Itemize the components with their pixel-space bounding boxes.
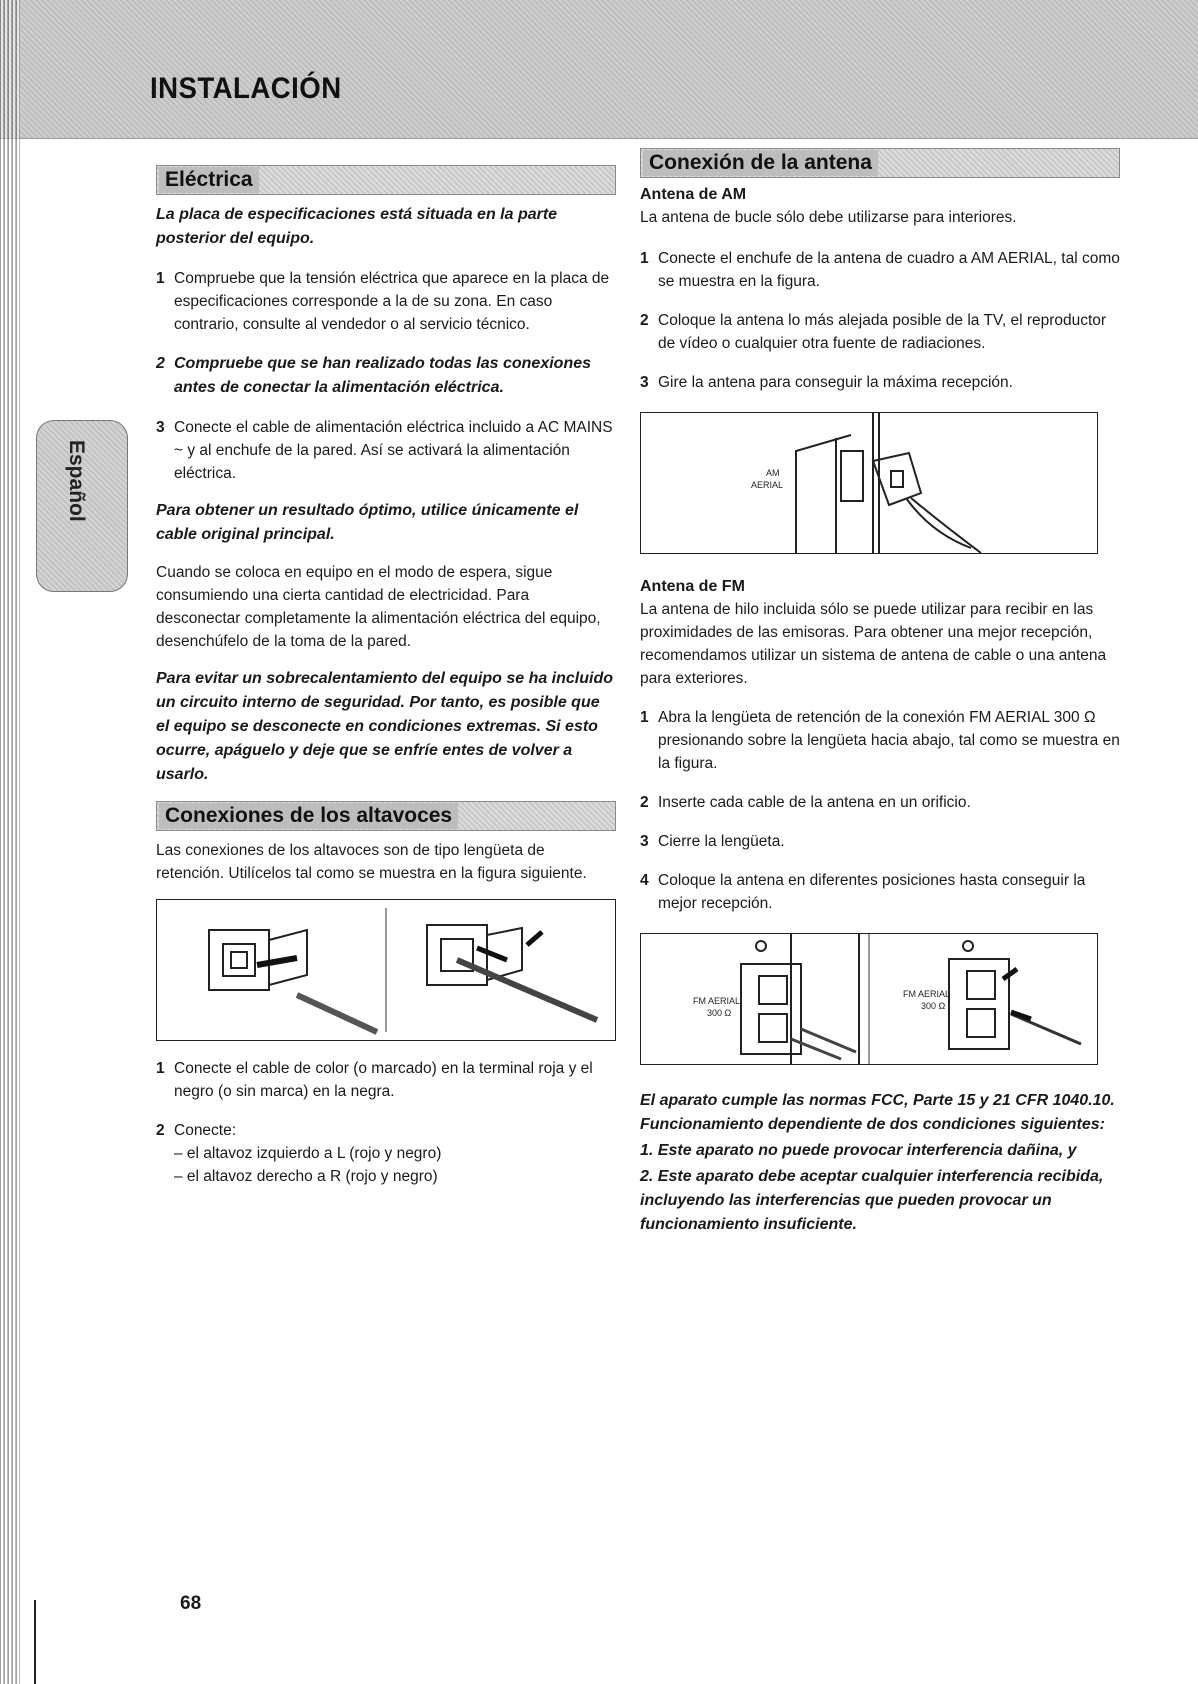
fm-aerial-label: FM AERIAL xyxy=(693,996,741,1006)
list-item xyxy=(640,371,1120,394)
impedance-label: 300 Ω xyxy=(921,1001,946,1011)
section-header-electrica xyxy=(156,165,616,195)
impedance-label: 300 Ω xyxy=(707,1008,732,1018)
section-title: Conexión de la antena xyxy=(643,150,878,176)
step-number: 2 xyxy=(640,794,649,811)
am-antenna-figure xyxy=(640,412,1098,554)
list-item xyxy=(156,352,616,400)
speaker-terminal-illustration xyxy=(157,900,615,1040)
am-intro: La antena de bucle sólo debe utilizarse para interiores. xyxy=(640,209,1017,226)
section-header-altavoces xyxy=(156,801,616,831)
header-band xyxy=(0,0,1198,139)
step-text: Compruebe que la tensión eléctrica que aparece en la placa de especificaciones corresponde a la de su zona. En caso contrario, consulte al vendedor o al servicio técnico. xyxy=(174,270,610,333)
step-text: Coloque la antena lo más alejada posible de la TV, el reproductor de vídeo o cualquier otra fuente de radiaciones. xyxy=(658,312,1107,352)
standby-paragraph: Cuando se coloca en equipo en el modo de espera, sigue consumiendo una cierta cantidad de electricidad. Para desconectar completamente la alimentación eléctrica del equipo, desenchúfelo de la toma de la pared. xyxy=(156,564,601,650)
section-title: Eléctrica xyxy=(159,167,259,193)
scan-edge xyxy=(0,0,20,1684)
sub-item-right: – el altavoz derecho a R (rojo y negro) xyxy=(174,1168,438,1185)
list-item xyxy=(156,416,616,485)
fcc-statement: El aparato cumple las normas FCC, Parte 15 y 21 CFR 1040.10. Funcionamiento dependiente de dos condiciones siguientes: xyxy=(640,1092,1115,1133)
list-item xyxy=(640,869,1120,915)
note-overheat: Para evitar un sobrecalentamiento del equipo se ha incluido un circuito interno de seguridad. Por tanto, es posible que el equipo se desconecte en condiciones extremas. Si esto ocurre, apáguelo y deje que se enfríe entes de volver a usarlo. xyxy=(156,670,614,783)
aerial-label: AERIAL xyxy=(751,480,784,490)
list-item xyxy=(156,1119,616,1142)
fm-aerial-label: FM AERIAL xyxy=(903,989,951,999)
list-item xyxy=(156,1057,616,1103)
step-number: 3 xyxy=(640,374,649,391)
fm-heading: Antena de FM xyxy=(640,578,745,595)
step-text: Conecte: xyxy=(174,1122,237,1139)
electrica-intro: La placa de especificaciones está situada en la parte posterior del equipo. xyxy=(156,206,558,247)
step-number: 3 xyxy=(156,419,165,436)
note-cable: Para obtener un resultado óptimo, utilice únicamente el cable original principal. xyxy=(156,502,579,543)
step-number: 2 xyxy=(156,355,165,372)
step-number: 2 xyxy=(156,1122,165,1139)
step-number: 1 xyxy=(156,270,165,287)
list-item xyxy=(640,791,1120,814)
list-item xyxy=(640,706,1120,775)
page-title: INSTALACIÓN xyxy=(150,72,342,105)
step-text: Inserte cada cable de la antena en un orificio. xyxy=(658,794,971,811)
step-text: Conecte el enchufe de la antena de cuadro a AM AERIAL, tal como se muestra en la figura. xyxy=(658,250,1120,290)
step-text: Conecte el cable de alimentación eléctrica incluido a AC MAINS ~ y al enchufe de la pared. Así se activará la alimentación eléctrica. xyxy=(174,419,613,482)
step-text: Compruebe que se han realizado todas las conexiones antes de conectar la alimentación eléctrica. xyxy=(174,355,592,396)
speaker-terminal-figure xyxy=(156,899,616,1041)
step-number: 1 xyxy=(640,250,649,267)
step-text: Abra la lengüeta de retención de la conexión FM AERIAL 300 Ω presionando sobre la lengüeta hacia abajo, tal como se muestra en la figura. xyxy=(658,709,1120,772)
section-header-antena xyxy=(640,148,1120,178)
step-text: Coloque la antena en diferentes posiciones hasta conseguir la mejor recepción. xyxy=(658,872,1086,912)
margin-line xyxy=(34,1600,36,1684)
fm-intro: La antena de hilo incluida sólo se puede utilizar para recibir en las proximidades de las emisoras. Para obtener una mejor recepción, recomendamos utilizar un sistema de antena de cable o una antena para exteriores. xyxy=(640,601,1107,687)
list-item xyxy=(640,247,1120,293)
fcc-item-2: 2. Este aparato debe aceptar cualquier interferencia recibida, incluyendo las interferencias que pueden provocar un funcionamiento insuficiente. xyxy=(640,1168,1104,1233)
altavoces-intro: Las conexiones de los altavoces son de tipo lengüeta de retención. Utilícelos tal como se muestra en la figura siguiente. xyxy=(156,842,587,882)
am-heading: Antena de AM xyxy=(640,186,747,203)
step-text: Cierre la lengüeta. xyxy=(658,833,785,850)
right-column xyxy=(640,148,1120,1237)
left-column xyxy=(156,165,616,1188)
step-number: 1 xyxy=(640,709,649,726)
language-tab-label: Español xyxy=(65,440,88,522)
section-title: Conexiones de los altavoces xyxy=(159,803,458,829)
step-number: 2 xyxy=(640,312,649,329)
am-label: AM xyxy=(766,468,780,478)
step-number: 3 xyxy=(640,833,649,850)
fm-antenna-figure xyxy=(640,933,1098,1065)
list-item xyxy=(640,309,1120,355)
page-number: 68 xyxy=(180,1593,202,1614)
step-number: 4 xyxy=(640,872,649,889)
step-text: Gire la antena para conseguir la máxima recepción. xyxy=(658,374,1013,391)
list-item xyxy=(640,830,1120,853)
sub-item-left: – el altavoz izquierdo a L (rojo y negro) xyxy=(174,1145,442,1162)
step-text: Conecte el cable de color (o marcado) en la terminal roja y el negro (o sin marca) en la negra. xyxy=(174,1060,593,1100)
fcc-item-1: 1. Este aparato no puede provocar interferencia dañina, y xyxy=(640,1142,1077,1159)
am-antenna-illustration xyxy=(641,413,1097,553)
list-item xyxy=(156,267,616,336)
step-number: 1 xyxy=(156,1060,165,1077)
